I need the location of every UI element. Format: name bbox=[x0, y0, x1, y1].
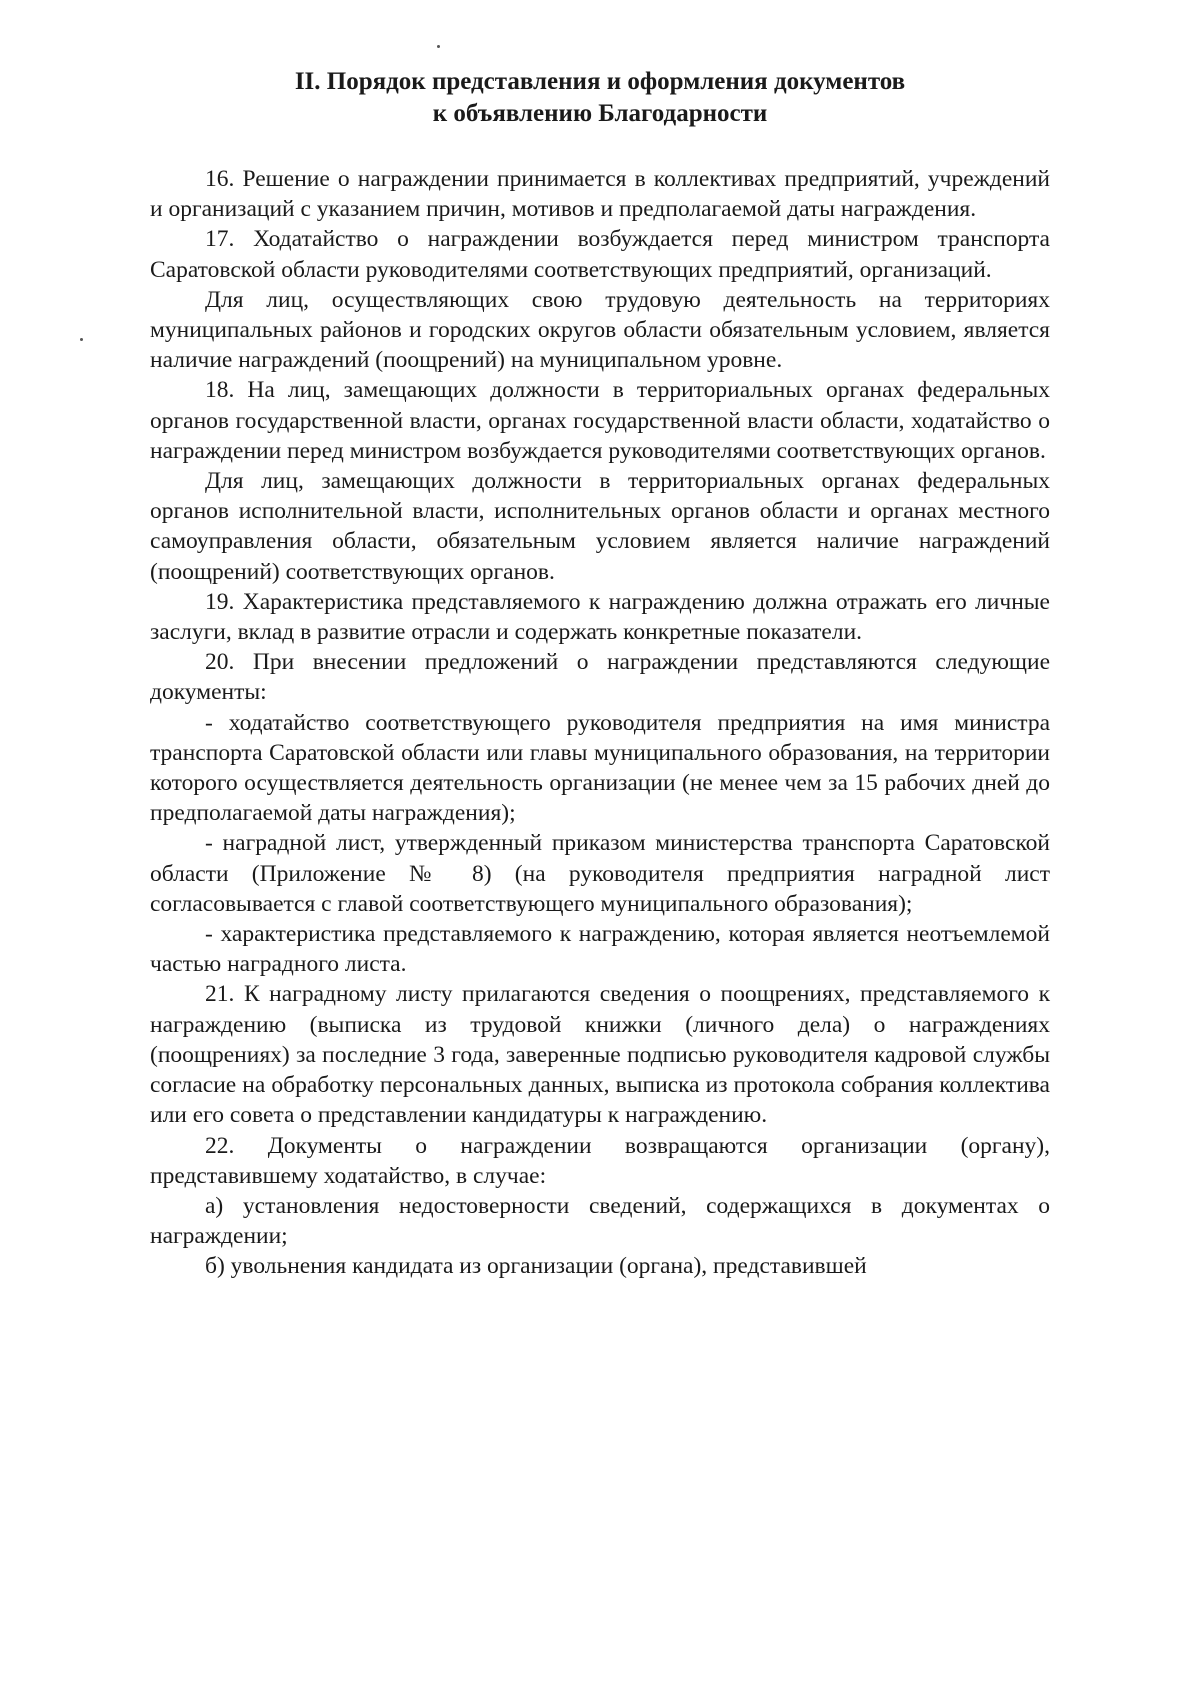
section-heading bbox=[150, 66, 1050, 130]
list-item-a: а) установления недостоверности сведений, содержащихся в документах о награждении; bbox=[150, 1192, 1050, 1250]
section-heading-line-1: II. Порядок представления и оформления документов bbox=[294, 68, 906, 95]
list-item-award-sheet: - наградной лист, утвержденный приказом министерства транспорта Саратовской области (Приложение № 8) (на руководителя предприятия наградной лист согласовывается с главой соответствующего муниципального образования); bbox=[150, 830, 1050, 917]
document-body bbox=[150, 164, 1050, 1282]
paragraph-20: 20. При внесении предложений о награждении представляются следующие документы: bbox=[150, 649, 1050, 706]
list-item-b: б) увольнения кандидата из организации (органа), представившей bbox=[205, 1253, 867, 1280]
scan-speck bbox=[437, 45, 440, 48]
section-heading-line-2: к объявлению Благодарности bbox=[432, 100, 768, 127]
scan-speck bbox=[80, 338, 83, 341]
list-item-characteristic: - характеристика представляемого к награждению, которая является неотъемлемой частью наградного листа. bbox=[150, 921, 1050, 978]
list-item-petition: - ходатайство соответствующего руководителя предприятия на имя министра транспорта Саратовской области или главы муниципального образования, на территории которого осуществляется деятельность организации (не менее чем за 15 рабочих дней до предполагаемой даты награждения); bbox=[150, 709, 1050, 827]
paragraph-18-note: Для лиц, замещающих должности в территориальных органах федеральных органов исполнительной власти, исполнительных органов области и органах местного самоуправления области, обязательным условием является наличие награждений (поощрений) соответствующих органов. bbox=[150, 468, 1050, 585]
paragraph-19: 19. Характеристика представляемого к награждению должна отражать его личные заслуги, вклад в развитие отрасли и содержать конкретные показатели. bbox=[150, 588, 1050, 646]
paragraph-17-note: Для лиц, осуществляющих свою трудовую деятельность на территориях муниципальных районов и городских округов области обязательным условием, является наличие награждений (поощрений) на муниципальном уровне. bbox=[150, 286, 1050, 374]
paragraph-17: 17. Ходатайство о награждении возбуждается перед министром транспорта Саратовской области руководителями соответствующих предприятий, организаций. bbox=[150, 226, 1050, 283]
paragraph-18: 18. На лиц, замещающих должности в территориальных органах федеральных органов государственной власти, органах государственной власти области, ходатайство о награждении перед министром возбуждается руководителями соответствующих органов. bbox=[150, 377, 1050, 464]
paragraph-22: 22. Документы о награждении возвращаются организации (органу), представившему ходатайство, в случае: bbox=[150, 1132, 1050, 1189]
paragraph-21: 21. К наградному листу прилагаются сведения о поощрениях, представляемого к награждению (выписка из трудовой книжки (личного дела) о награждениях (поощрениях) за последние 3 года, заверенные подписью руководителя кадровой службы согласие на обработку персональных данных, выписка из протокола собрания коллектива или его совета о представлении кандидатуры к награждению. bbox=[150, 981, 1050, 1129]
paragraph-16: 16. Решение о награждении принимается в коллективах предприятий, учреждений и организаций с указанием причин, мотивов и предполагаемой даты награждения. bbox=[150, 166, 1050, 223]
